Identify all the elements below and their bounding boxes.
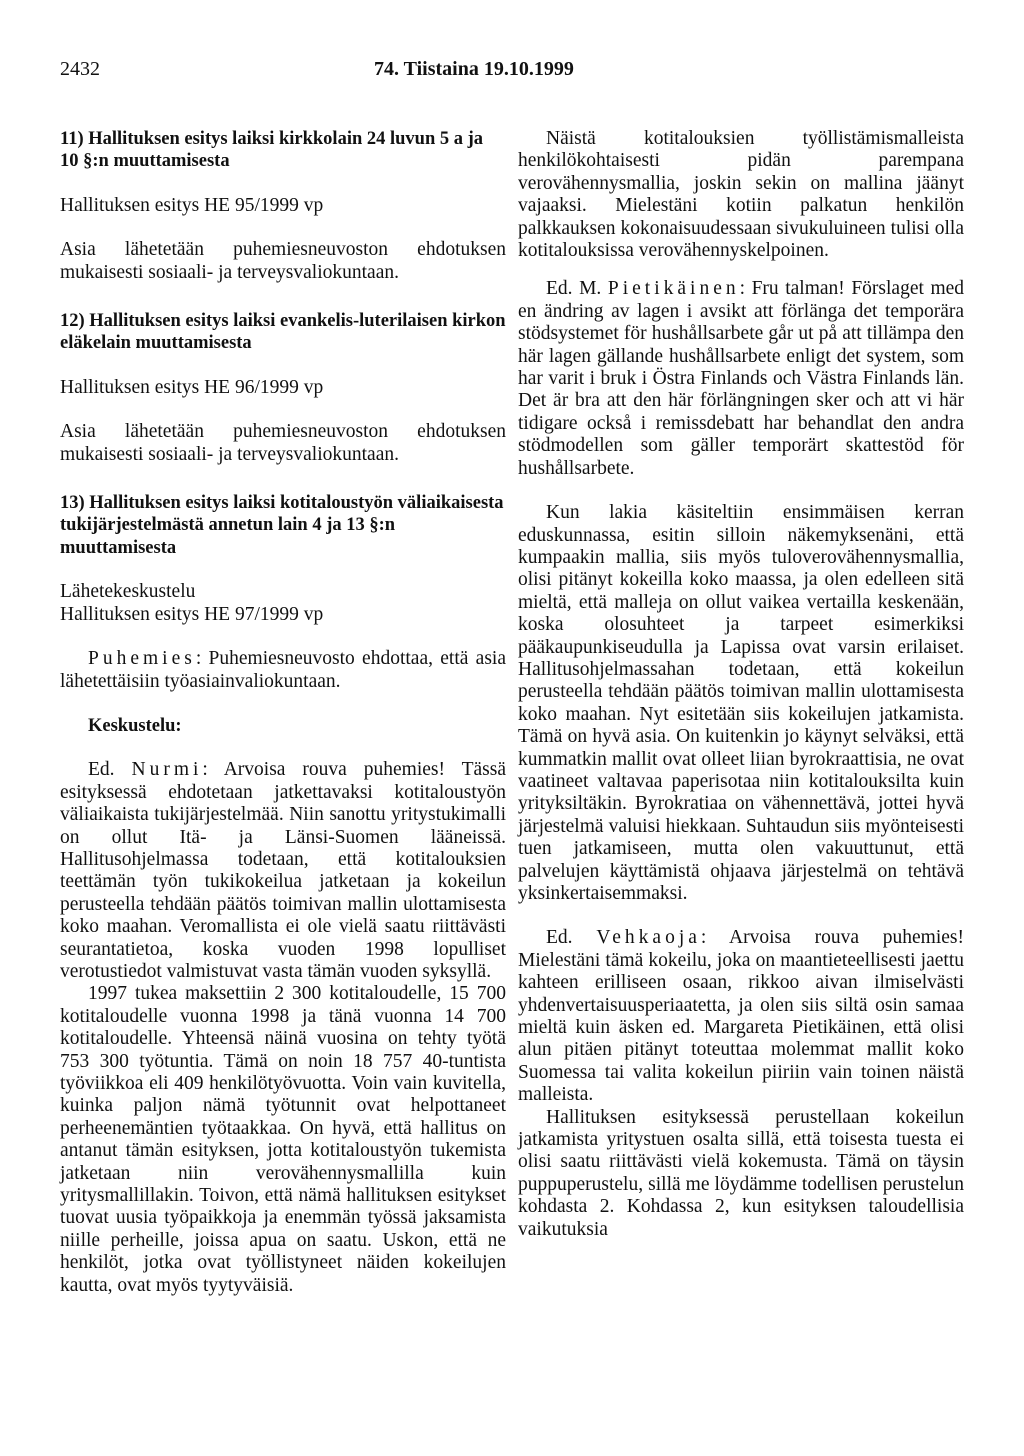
- speaker-prefix: Ed.: [546, 927, 573, 949]
- speech-nurmi-continued: Näistä kotitalouksien työllistämismalleista henkilökohtaisesti pidän parempana verovähennysmallia, joskin sekin on mallina jäänyt vajaaksi. Mielestäni kotiin palkatun henkilön palkkauksen kokonaisuudessaan sivukuluineen tulisi olla kotitalouksissa verovähennyskelpoinen.: [518, 128, 964, 262]
- speaker-statement: [60, 648, 506, 693]
- speaker-prefix: Ed.: [88, 759, 115, 781]
- session-title: 74. Tiistaina 19.10.1999: [374, 58, 574, 80]
- speech-pietikainen: [518, 278, 964, 480]
- speech-vehkaoja: [518, 927, 964, 1106]
- speech-nurmi-text: : Arvoisa rouva puhemies! Tässä esityksessä ehdotetaan jatkettavaksi kotitaloustyön väliaikaista tukijärjestelmää. Niin sanottu yritystukimalli on ollut Itä- ja Länsi-Suomen lääneissä. Hallitusohjelmassa todetaan, että kotitalouksien teettämän työn tukikokeilua jatketaan ja kokeilun perusteella tehdään päätös toimivan mallin ulottamisesta koko maahan. Veromallista ei ole vielä saatu riittävästi seurantatietoa, koska vuoden 1998 lopulliset verotustiedot valmistuvat vasta tämän vuoden syksyllä.: [60, 759, 506, 982]
- speaker-name-nurmi: Nurmi: [131, 759, 203, 781]
- item-13-heading: 13) Hallituksen esitys laiksi kotitaloustyön väliaikaisesta tukijärjestelmästä annetun lain 4 ja 13 §:n muuttamisesta: [60, 493, 504, 558]
- speaker-prefix: Ed. M.: [546, 278, 602, 300]
- item-11-bill: Hallituksen esitys HE 95/1999 vp: [60, 194, 324, 216]
- item-12-referral: Asia lähetetään puhemiesneuvoston ehdotuksen mukaisesti sosiaali- ja terveysvaliokuntaan.: [60, 421, 506, 465]
- left-column: [60, 128, 506, 1297]
- speaker-name-vehkaoja: Vehkaoja: [596, 927, 701, 949]
- item-13-type: Lähetekeskustelu: [60, 581, 196, 603]
- item-12-bill: Hallituksen esitys HE 96/1999 vp: [60, 376, 324, 398]
- page-number: 2432: [60, 58, 100, 80]
- speech-pietikainen-para2: Kun lakia käsiteltiin ensimmäisen kerran eduskunnassa, esitin silloin näkemyksenäni, että kumpaakin mallia, siis myös tuloverovähennysmallia, olisi pitänyt kokeilla koko maassa, ja olen edelleen sitä mieltä, että malleja on ollut vaikea vertailla keskenään, koska olosuhteet ja tarpeet esimerkiksi pääkaupunkiseudulla ja Lapissa ovat varsin erilaiset. Hallitusohjelmassahan todetaan, että kokeilun perusteella tehdään päätös toimivan mallin ulottamisesta koko maahan. Nyt esitetään siis kokeilujen jatkamista. Tämä on hyvä asia. On kuitenkin jo käynyt selväksi, että kummatkin mallit ovat olleet liian byrokraattisia, ne ovat vaatineet valtavaa paperisotaa niin kotitalouksilta kuin yrityksiltäkin. Byrokratiaa on vähennettävä, jottei hyvä järjestelmä valuisi hiekkaan. Suhtaudun siis myönteisesti tuen jatkamiseen, mutta olen vakuuttunut, että palvelujen käyttämistä ohjaava järjestelmä on tehtävä yksinkertaisemmaksi.: [518, 502, 964, 904]
- item-13-bill: Hallituksen esitys HE 97/1999 vp: [60, 603, 324, 625]
- speaker-text: : Puhemiesneuvosto ehdottaa, että asia lähetettäisiin työasiainvaliokuntaan.: [60, 648, 506, 692]
- page-header: [60, 58, 964, 88]
- discussion-label-row: [60, 715, 506, 737]
- speech-vehkaoja-text: : Arvoisa rouva puhemies! Mielestäni tämä kokeilu, joka on maantieteellisesti jaettu kahteen erilliseen osaan, rikkoo aivan ilmiselvästi yhdenvertaisuusperiaatetta, ja olen siis siltä osin samaa mieltä kuin äsken ed. Margareta Pietikäinen, että olisi alun pitäen pitänyt toteuttaa molemmat mallit koko Suomessa tai valita kokeilun piiriin vain toinen näistä malleista.: [518, 927, 964, 1106]
- speech-nurmi: [60, 759, 506, 983]
- speech-pietikainen-text: : Fru talman! Förslaget med en ändring av lagen i avsikt att förlänga det temporära stödsystemet för hushållsarbete går ut på att tillämpa den här lagen gällande hushållsarbete enligt det system, som har varit i bruk i Östra Finlands och Västra Finlands län. Det är bra att den här förlängningen sker och att vi här tidigare också i remissdebatt har behandlat den andra stödmodellen som gäller temporärt skattestöd för hushållsarbete.: [518, 278, 965, 479]
- item-11-referral: Asia lähetetään puhemiesneuvoston ehdotuksen mukaisesti sosiaali- ja terveysvaliokuntaan.: [60, 239, 506, 283]
- right-column: [518, 128, 964, 1241]
- speech-nurmi-para2: 1997 tukea maksettiin 2 300 kotitaloudelle, 15 700 kotitaloudelle vuonna 1998 ja tänä vuonna 14 700 kotitaloudelle. Yhteensä näinä vuosina on tehty työtä 753 300 työtuntia. Tämä on noin 18 757 40-tuntista työviikkoa eli 409 henkilötyövuotta. Voin vain kuvitella, kuinka paljon nämä työtunnit ovat helpottaneet perheenemäntien työtaakkaa. On hyvä, että hallitus on antanut tämän esityksen, jotta kotitaloustyön tukemista jatketaan niin verovähennysmallilla kuin yritysmallillakin. Toivon, että nämä hallituksen esitykset tuovat uusia työpaikkoja ja enemmän työssä jaksamista niille perheille, joissa apua on saatu. Uskon, että ne henkilöt, jotka ovat työllistyneet näiden kokeilujen kautta, ovat myös tyytyväisiä.: [60, 983, 506, 1296]
- speaker-name-pietikainen: Pietikäinen: [607, 278, 740, 300]
- discussion-label: Keskustelu:: [88, 715, 182, 736]
- item-11-heading: 11) Hallituksen esitys laiksi kirkkolain 24 luvun 5 a ja 10 §:n muuttamisesta: [60, 129, 484, 172]
- speaker-name: Puhemies: [88, 648, 196, 670]
- speech-vehkaoja-para2: Hallituksen esityksessä perustellaan kokeilun jatkamista yritystuen osalta sillä, että toisesta tuesta ei olisi saatu riittävästi vielä kokemusta. Tämä on täysin puppuperustelu, sillä me löydämme todellisen perustelun kohdasta 2. Kohdassa 2, kun esityksen taloudellisia vaikutuksia: [518, 1106, 964, 1240]
- item-12-heading: 12) Hallituksen esitys laiksi evankelis-luterilaisen kirkon eläkelain muuttamisesta: [60, 311, 506, 354]
